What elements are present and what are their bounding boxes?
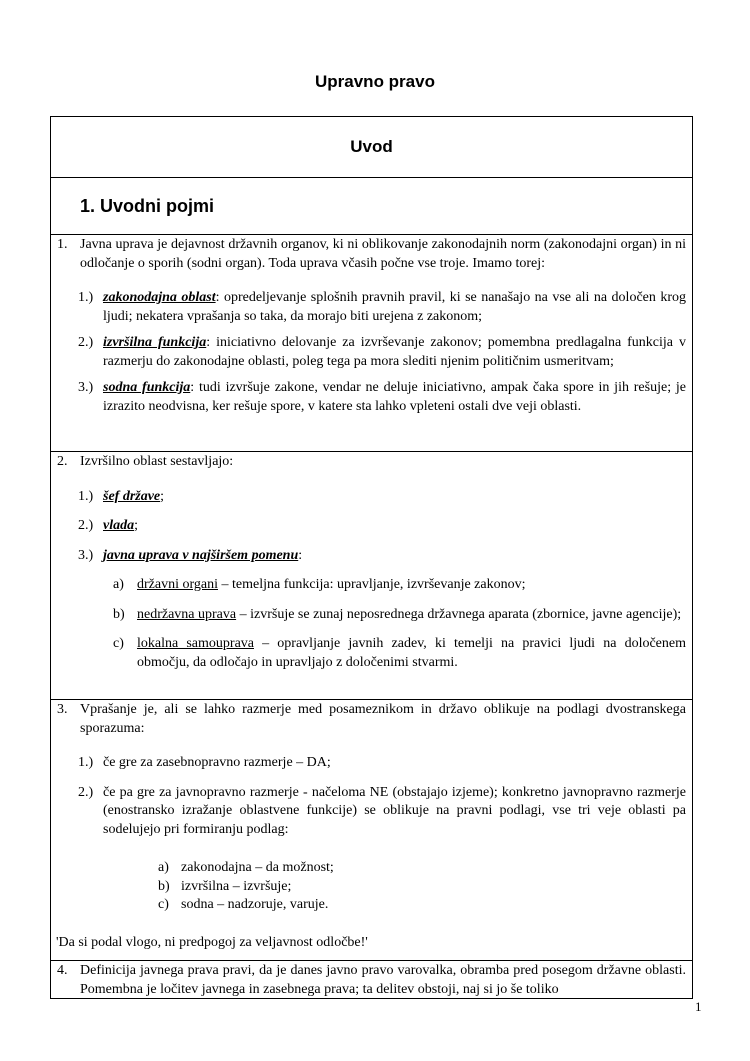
sub-number: 1.) xyxy=(78,755,94,770)
sub-number: 3.) xyxy=(78,547,94,563)
item-text: Definicija javnega prava pravi, da je danes javno pravo varovalka, obramba pred posegom državne oblasti. Pomembna je ločitev javnega in zasebnega prava; ta delitev obstoji, naj si jo še toliko xyxy=(80,963,686,997)
content-table xyxy=(50,116,693,999)
item-2 xyxy=(51,452,692,699)
alpha-marker: c) xyxy=(158,897,169,912)
term: lokalna samouprava xyxy=(137,636,254,651)
alpha-marker: b) xyxy=(113,606,125,622)
sub-text: ; xyxy=(160,488,165,504)
sub-text: : opredeljevanje splošnih pravnih pravil, ki se nanašajo na vse ali na določen krog ljudi; nekatera vprašanja so taka, da morajo biti urejena z zakonom; xyxy=(103,290,686,324)
alpha-text: zakonodajna – da možnost; xyxy=(181,860,334,875)
item-number: 4. xyxy=(57,963,68,978)
item-number: 1. xyxy=(57,237,68,252)
term: izvršilna funkcija xyxy=(103,335,207,350)
sub-number: 1.) xyxy=(78,290,94,305)
alpha-marker: c) xyxy=(113,636,124,651)
sub-text: ; xyxy=(134,518,138,533)
sub-text: : tudi izvršuje zakone, vendar ne deluje iniciativno, ampak čaka spore in jih rešuje; je izrazito neodvisna, ker rešuje spore, v katere sta lahko vpleteni ostali dve veji oblasti. xyxy=(103,380,687,414)
item-number: 3. xyxy=(57,702,68,717)
page-number: 1 xyxy=(695,999,702,1014)
item-1 xyxy=(51,235,692,451)
alpha-text: – temeljna funkcija: upravljanje, izvrševanje zakonov; xyxy=(218,577,526,592)
quote-note: 'Da si podal vlogo, ni predpogoj za veljavnost odločbe!' xyxy=(56,934,368,950)
alpha-text: – opravljanje javnih zadev, ki temelji na pravici ljudi na določenem območju, da odločajo in upravljajo z določenimi stvarmi. xyxy=(137,636,686,670)
sub-text: : xyxy=(298,547,303,563)
alpha-marker: a) xyxy=(113,577,124,592)
term: šef države xyxy=(103,488,161,504)
sub-number: 1.) xyxy=(78,488,94,504)
sub-number: 2.) xyxy=(78,335,94,350)
term: vlada xyxy=(103,518,135,533)
section-heading: 1. Uvodni pojmi xyxy=(80,195,215,216)
alpha-marker: b) xyxy=(158,878,170,894)
sub-text: če gre za zasebnopravno razmerje – DA; xyxy=(103,755,331,770)
sub-number: 3.) xyxy=(78,380,94,395)
item-3 xyxy=(51,700,692,960)
item-text: Izvršilno oblast sestavljajo: xyxy=(80,454,234,469)
alpha-text: izvršilna – izvršuje; xyxy=(181,878,292,894)
term: javna uprava v najširšem pomenu xyxy=(103,547,299,563)
sub-number: 2.) xyxy=(78,784,94,800)
sub-text: če pa gre za javnopravno razmerje - načeloma NE (obstajajo izjeme); konkretno javnopravno razmerje (enostransko izražanje oblastvene funkcije) se oblikuje na pravni podlagi, vse tri veje oblasti pa sodelujejo pri formiranju podlag: xyxy=(103,784,686,837)
term: državni organi xyxy=(137,577,218,592)
alpha-marker: a) xyxy=(158,860,169,875)
sub-number: 2.) xyxy=(78,518,94,533)
item-text: Vprašanje je, ali se lahko razmerje med posameznikom in državo oblikuje na podlagi dvostranskega sporazuma: xyxy=(80,702,686,736)
item-number: 2. xyxy=(57,454,68,469)
chapter-heading: Uvod xyxy=(350,137,393,156)
sub-text: : iniciativno delovanje za izvrševanje zakonov; pomembna predlagalna funkcija v razmerju do zakonodajne oblasti, poleg tega pa mora slediti njenim političnim usmeritvam; xyxy=(103,335,686,369)
item-4 xyxy=(51,961,692,998)
term: zakonodajna oblast xyxy=(103,290,216,305)
document-title: Upravno pravo xyxy=(315,72,435,91)
alpha-text: sodna – nadzoruje, varuje. xyxy=(181,897,329,912)
item-text: Javna uprava je dejavnost državnih organov, ki ni oblikovanje zakonodajnih norm (zakonodajni organ) in ni odločanje o sporih (sodni organ). Toda uprava včasih počne vse troje. Imamo torej: xyxy=(80,237,686,271)
term: sodna funkcija xyxy=(103,380,191,395)
term: nedržavna uprava xyxy=(137,606,237,622)
alpha-text: – izvršuje se zunaj neposrednega državnega aparata (zbornice, javne agencije); xyxy=(236,606,682,622)
